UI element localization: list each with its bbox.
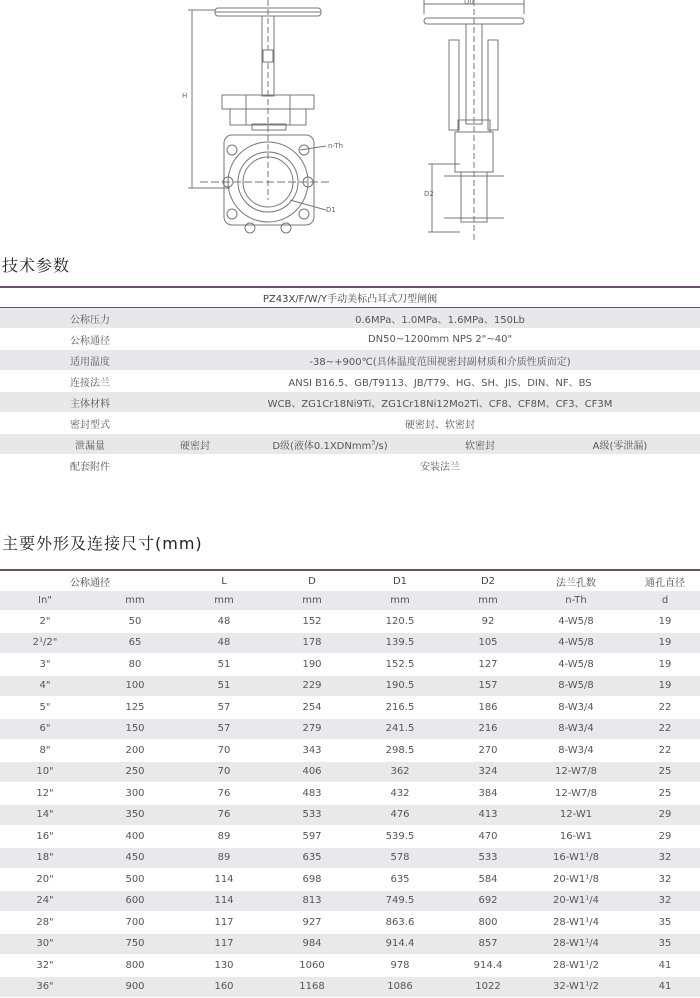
table-cell: 139.5	[356, 632, 444, 654]
section-title-technical-params: 技术参数	[2, 256, 71, 275]
table-cell: 298.5	[356, 740, 444, 762]
table-row	[0, 890, 700, 912]
table-cell: 539.5	[356, 826, 444, 848]
table-row	[0, 955, 700, 977]
table-cell: 152	[268, 611, 356, 633]
table-cell: 597	[268, 826, 356, 848]
table-cell: 927	[268, 912, 356, 934]
table-cell: 16-W1¹/8	[532, 847, 620, 869]
table-cell: 20-W1¹/8	[532, 869, 620, 891]
table-cell: 127	[444, 654, 532, 676]
leak-hard-value: D级(液体0.1XDNmm$^3$/s)	[240, 434, 420, 455]
unit-cell: d	[620, 591, 700, 611]
table-cell: 70	[180, 740, 268, 762]
table-cell: 750	[90, 933, 180, 955]
table-cell: 254	[268, 697, 356, 719]
table-cell: 270	[444, 740, 532, 762]
table-cell: 19	[620, 632, 700, 654]
unit-cell: mm	[180, 591, 268, 611]
table-cell: 700	[90, 912, 180, 934]
unit-cell: mm	[444, 591, 532, 611]
table-cell: 160	[180, 976, 268, 998]
table-cell: 25	[620, 761, 700, 783]
table-cell: 200	[90, 740, 180, 762]
table-cell: 279	[268, 718, 356, 740]
table-cell: 28-W1¹/4	[532, 912, 620, 934]
table-row	[0, 826, 700, 848]
spec-label: 配套附件	[0, 455, 180, 476]
dim-label-d2: D2	[424, 190, 434, 198]
table-cell: 450	[90, 847, 180, 869]
table-cell: 800	[90, 955, 180, 977]
table-cell: 50	[90, 611, 180, 633]
table-cell: 16"	[0, 826, 90, 848]
table-cell: 92	[444, 611, 532, 633]
section-title-dimensions: 主要外形及连接尺寸(mm)	[2, 534, 203, 553]
table-cell: 14"	[0, 804, 90, 826]
table-cell: 250	[90, 761, 180, 783]
table-cell: 89	[180, 826, 268, 848]
table-cell: 857	[444, 933, 532, 955]
spec-label: 公称压力	[0, 308, 180, 329]
table-cell: 800	[444, 912, 532, 934]
spec-label: 主体材料	[0, 392, 180, 413]
table-cell: 12-W1	[532, 804, 620, 826]
table-cell: 32-W1¹/2	[532, 976, 620, 998]
table-cell: 4-W5/8	[532, 654, 620, 676]
table-cell: 36"	[0, 976, 90, 998]
table-cell: 578	[356, 847, 444, 869]
leak-soft-value: A级(零泄漏)	[540, 434, 700, 455]
table-cell: 476	[356, 804, 444, 826]
leak-hard-label: 硬密封	[180, 434, 240, 455]
table-cell: 324	[444, 761, 532, 783]
table-cell: 4-W5/8	[532, 611, 620, 633]
table-cell: 216	[444, 718, 532, 740]
unit-cell: mm	[268, 591, 356, 611]
table-cell: 749.5	[356, 890, 444, 912]
dimensions-body	[0, 611, 700, 998]
table-cell: 8-W3/4	[532, 718, 620, 740]
spec-label: 公称通径	[0, 329, 180, 350]
table-cell: 186	[444, 697, 532, 719]
table-cell: 76	[180, 804, 268, 826]
col-header: 通孔直径	[620, 570, 700, 591]
table-row	[0, 718, 700, 740]
table-cell: 500	[90, 869, 180, 891]
table-row	[0, 976, 700, 998]
table-cell: 692	[444, 890, 532, 912]
table-cell: 16-W1	[532, 826, 620, 848]
table-cell: 114	[180, 890, 268, 912]
table-cell: 635	[356, 869, 444, 891]
table-cell: 29	[620, 826, 700, 848]
table-cell: 698	[268, 869, 356, 891]
table-cell: 57	[180, 697, 268, 719]
dimensions-table	[0, 569, 700, 998]
spec-value: WCB、ZG1Cr18Ni9Ti、ZG1Cr18Ni12Mo2Ti、CF8、CF8M、CF3、CF3M	[180, 392, 700, 413]
table-cell: 4"	[0, 675, 90, 697]
table-row	[0, 804, 700, 826]
table-cell: 914.4	[356, 933, 444, 955]
table-cell: 105	[444, 632, 532, 654]
table-cell: 190	[268, 654, 356, 676]
spec-value: ANSI B16.5、GB/T9113、JB/T79、HG、SH、JIS、DIN、NF、BS	[180, 371, 700, 392]
dim-label-d0: D0	[464, 0, 474, 6]
table-cell: 12"	[0, 783, 90, 805]
table-cell: 8"	[0, 740, 90, 762]
table-cell: 350	[90, 804, 180, 826]
spec-value: DN50~1200mm NPS 2"~40"	[180, 329, 700, 350]
table-cell: 41	[620, 976, 700, 998]
spec-value: 安装法兰	[180, 455, 700, 476]
table-cell: 1168	[268, 976, 356, 998]
table-cell: 400	[90, 826, 180, 848]
table-cell: 51	[180, 654, 268, 676]
table-cell: 533	[444, 847, 532, 869]
table-cell: 130	[180, 955, 268, 977]
table-cell: 1086	[356, 976, 444, 998]
table-cell: 2¹/2"	[0, 632, 90, 654]
table-cell: 19	[620, 611, 700, 633]
table-cell: 28-W1¹/2	[532, 955, 620, 977]
table-cell: 8-W3/4	[532, 697, 620, 719]
table-cell: 600	[90, 890, 180, 912]
spec-label: 适用温度	[0, 350, 180, 371]
table-cell: 216.5	[356, 697, 444, 719]
dim-label-d1: D1	[326, 206, 336, 214]
table-cell: 157	[444, 675, 532, 697]
table-cell: 22	[620, 740, 700, 762]
table-cell: 65	[90, 632, 180, 654]
table-cell: 470	[444, 826, 532, 848]
table-cell: 10"	[0, 761, 90, 783]
table-cell: 22	[620, 697, 700, 719]
col-header: D	[268, 570, 356, 591]
units-row	[0, 591, 700, 611]
table-cell: 178	[268, 632, 356, 654]
table-row	[0, 869, 700, 891]
spec-value: -38~+900℃(具体温度范围视密封副材质和介质性质而定)	[180, 350, 700, 371]
col-header: 法兰孔数	[532, 570, 620, 591]
table-cell: 6"	[0, 718, 90, 740]
table-cell: 483	[268, 783, 356, 805]
table-row	[0, 783, 700, 805]
table-cell: 29	[620, 804, 700, 826]
table-cell: 117	[180, 912, 268, 934]
col-header: D1	[356, 570, 444, 591]
table-cell: 978	[356, 955, 444, 977]
table-cell: 35	[620, 933, 700, 955]
unit-cell: n-Th	[532, 591, 620, 611]
table-cell: 114	[180, 869, 268, 891]
table-cell: 241.5	[356, 718, 444, 740]
dim-label-h: H	[182, 92, 188, 100]
table-cell: 51	[180, 675, 268, 697]
table-cell: 406	[268, 761, 356, 783]
table-row	[0, 675, 700, 697]
table-cell: 80	[90, 654, 180, 676]
table-cell: 300	[90, 783, 180, 805]
side-view-drawing	[424, 0, 524, 240]
table-cell: 32"	[0, 955, 90, 977]
col-header: 公称通径	[0, 570, 180, 591]
table-row	[0, 933, 700, 955]
spec-value: 硬密封、软密封	[180, 413, 700, 434]
table-cell: 900	[90, 976, 180, 998]
table-cell: 1022	[444, 976, 532, 998]
table-cell: 24"	[0, 890, 90, 912]
table-cell: 100	[90, 675, 180, 697]
table-cell: 28"	[0, 912, 90, 934]
table-cell: 362	[356, 761, 444, 783]
table-cell: 813	[268, 890, 356, 912]
table-cell: 150	[90, 718, 180, 740]
unit-cell: mm	[90, 591, 180, 611]
spec-table-title: PZ43X/F/W/Y手动美标凸耳式刀型闸阀	[0, 287, 700, 308]
table-row	[0, 632, 700, 654]
table-cell: 41	[620, 955, 700, 977]
table-cell: 48	[180, 632, 268, 654]
table-cell: 32	[620, 890, 700, 912]
unit-cell: mm	[356, 591, 444, 611]
unit-cell: In"	[0, 591, 90, 611]
table-row	[0, 611, 700, 633]
table-cell: 12-W7/8	[532, 761, 620, 783]
table-row	[0, 654, 700, 676]
table-cell: 32	[620, 869, 700, 891]
table-cell: 125	[90, 697, 180, 719]
table-cell: 25	[620, 783, 700, 805]
front-view-drawing	[188, 0, 330, 233]
table-cell: 28-W1¹/4	[532, 933, 620, 955]
table-row	[0, 761, 700, 783]
table-cell: 32	[620, 847, 700, 869]
table-cell: 635	[268, 847, 356, 869]
table-cell: 8-W5/8	[532, 675, 620, 697]
spec-label: 密封型式	[0, 413, 180, 434]
table-cell: 343	[268, 740, 356, 762]
table-cell: 4-W5/8	[532, 632, 620, 654]
table-row	[0, 847, 700, 869]
table-cell: 19	[620, 654, 700, 676]
table-cell: 190.5	[356, 675, 444, 697]
table-cell: 229	[268, 675, 356, 697]
table-cell: 20-W1¹/4	[532, 890, 620, 912]
table-cell: 19	[620, 675, 700, 697]
table-cell: 5"	[0, 697, 90, 719]
spec-label: 泄漏量	[0, 434, 180, 455]
table-cell: 117	[180, 933, 268, 955]
table-cell: 70	[180, 761, 268, 783]
table-cell: 20"	[0, 869, 90, 891]
table-cell: 22	[620, 718, 700, 740]
table-cell: 984	[268, 933, 356, 955]
spec-label: 连接法兰	[0, 371, 180, 392]
table-cell: 413	[444, 804, 532, 826]
table-cell: 533	[268, 804, 356, 826]
table-cell: 8-W3/4	[532, 740, 620, 762]
table-cell: 12-W7/8	[532, 783, 620, 805]
table-cell: 863.6	[356, 912, 444, 934]
table-cell: 914.4	[444, 955, 532, 977]
table-cell: 30"	[0, 933, 90, 955]
spec-value: 0.6MPa、1.0MPa、1.6MPa、150Lb	[180, 308, 700, 329]
table-cell: 432	[356, 783, 444, 805]
dim-label-n-th: n-Th	[328, 142, 344, 150]
table-cell: 120.5	[356, 611, 444, 633]
table-cell: 1060	[268, 955, 356, 977]
table-cell: 89	[180, 847, 268, 869]
col-header: D2	[444, 570, 532, 591]
table-cell: 152.5	[356, 654, 444, 676]
technical-parameters-table	[0, 286, 700, 476]
table-cell: 2"	[0, 611, 90, 633]
table-cell: 76	[180, 783, 268, 805]
table-cell: 3"	[0, 654, 90, 676]
table-cell: 584	[444, 869, 532, 891]
valve-technical-drawings	[0, 0, 700, 240]
table-row	[0, 697, 700, 719]
table-row	[0, 912, 700, 934]
table-cell: 384	[444, 783, 532, 805]
table-cell: 35	[620, 912, 700, 934]
table-cell: 48	[180, 611, 268, 633]
table-row	[0, 740, 700, 762]
col-header: L	[180, 570, 268, 591]
table-cell: 57	[180, 718, 268, 740]
leak-soft-label: 软密封	[420, 434, 540, 455]
table-cell: 18"	[0, 847, 90, 869]
